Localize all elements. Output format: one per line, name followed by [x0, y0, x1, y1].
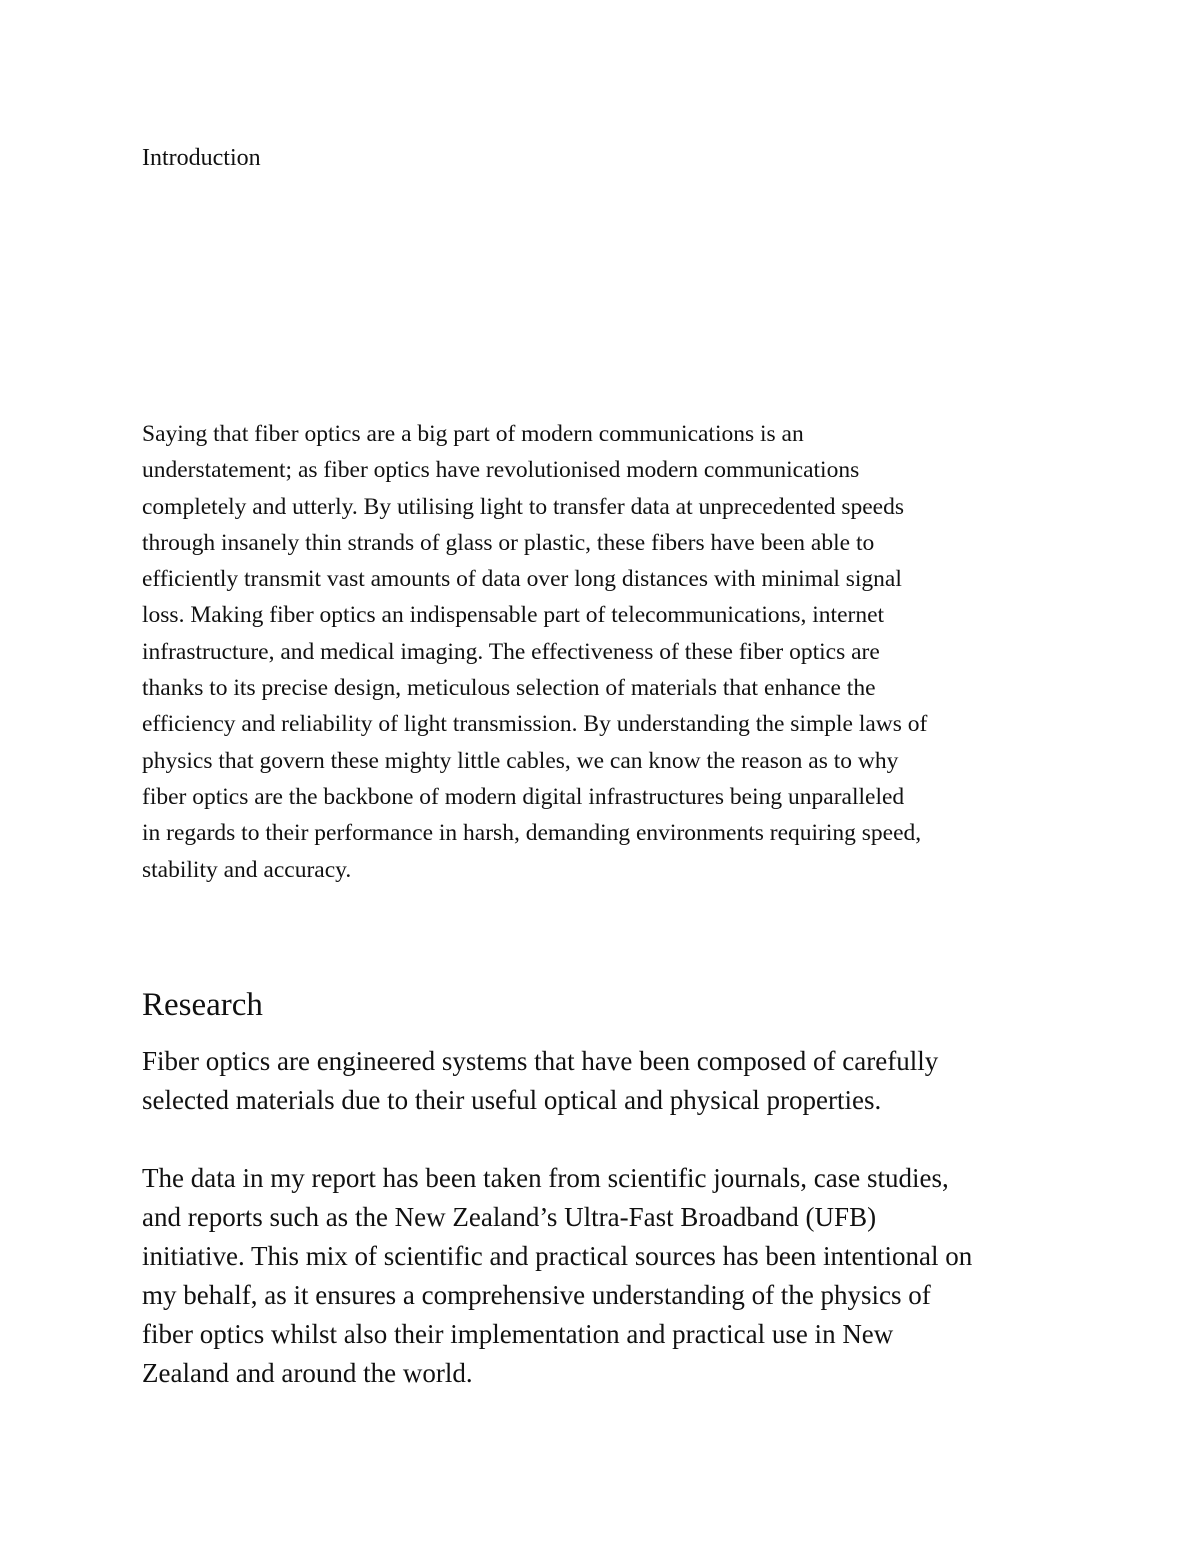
text-line: in regards to their performance in harsh, demanding environments requiring speed, [142, 820, 922, 847]
text-line: fiber optics whilst also their implementation and practical use in New [142, 1319, 894, 1349]
text-line: through insanely thin strands of glass or plastic, these fibers have been able to [142, 529, 875, 556]
research-paragraph-sources [142, 1159, 1082, 1393]
introduction-paragraph [142, 416, 1072, 888]
text-line: physics that govern these mighty little cables, we can know the reason as to why [142, 747, 899, 774]
text-line: initiative. This mix of scientific and practical sources has been intentional on [142, 1241, 973, 1271]
text-line: efficiently transmit vast amounts of data over long distances with minimal signal [142, 566, 902, 593]
text-line: Fiber optics are engineered systems that have been composed of carefully [142, 1046, 939, 1076]
text-line: thanks to its precise design, meticulous selection of materials that enhance the [142, 675, 876, 702]
text-line: fiber optics are the backbone of modern digital infrastructures being unparalleled [142, 783, 905, 810]
text-line: stability and accuracy. [142, 856, 352, 883]
text-line: Saying that fiber optics are a big part of modern communications is an [142, 421, 804, 447]
text-line: loss. Making fiber optics an indispensable part of telecommunications, internet [142, 602, 885, 629]
text-line: The data in my report has been taken from scientific journals, case studies, [142, 1163, 949, 1193]
research-paragraph-materials [142, 1042, 1082, 1120]
research-heading: Research [142, 987, 263, 1023]
text-line: my behalf, as it ensures a comprehensive understanding of the physics of [142, 1280, 931, 1310]
introduction-heading: Introduction [142, 145, 261, 171]
text-line: and reports such as the New Zealand’s Ultra-Fast Broadband (UFB) [142, 1202, 877, 1232]
text-line: efficiency and reliability of light transmission. By understanding the simple laws of [142, 711, 928, 738]
text-line: selected materials due to their useful optical and physical properties. [142, 1085, 882, 1115]
text-line: Zealand and around the world. [142, 1358, 473, 1388]
text-line: completely and utterly. By utilising light to transfer data at unprecedented speeds [142, 493, 905, 520]
text-line: understatement; as fiber optics have revolutionised modern communications [142, 457, 860, 484]
text-line: infrastructure, and medical imaging. The effectiveness of these fiber optics are [142, 638, 880, 665]
